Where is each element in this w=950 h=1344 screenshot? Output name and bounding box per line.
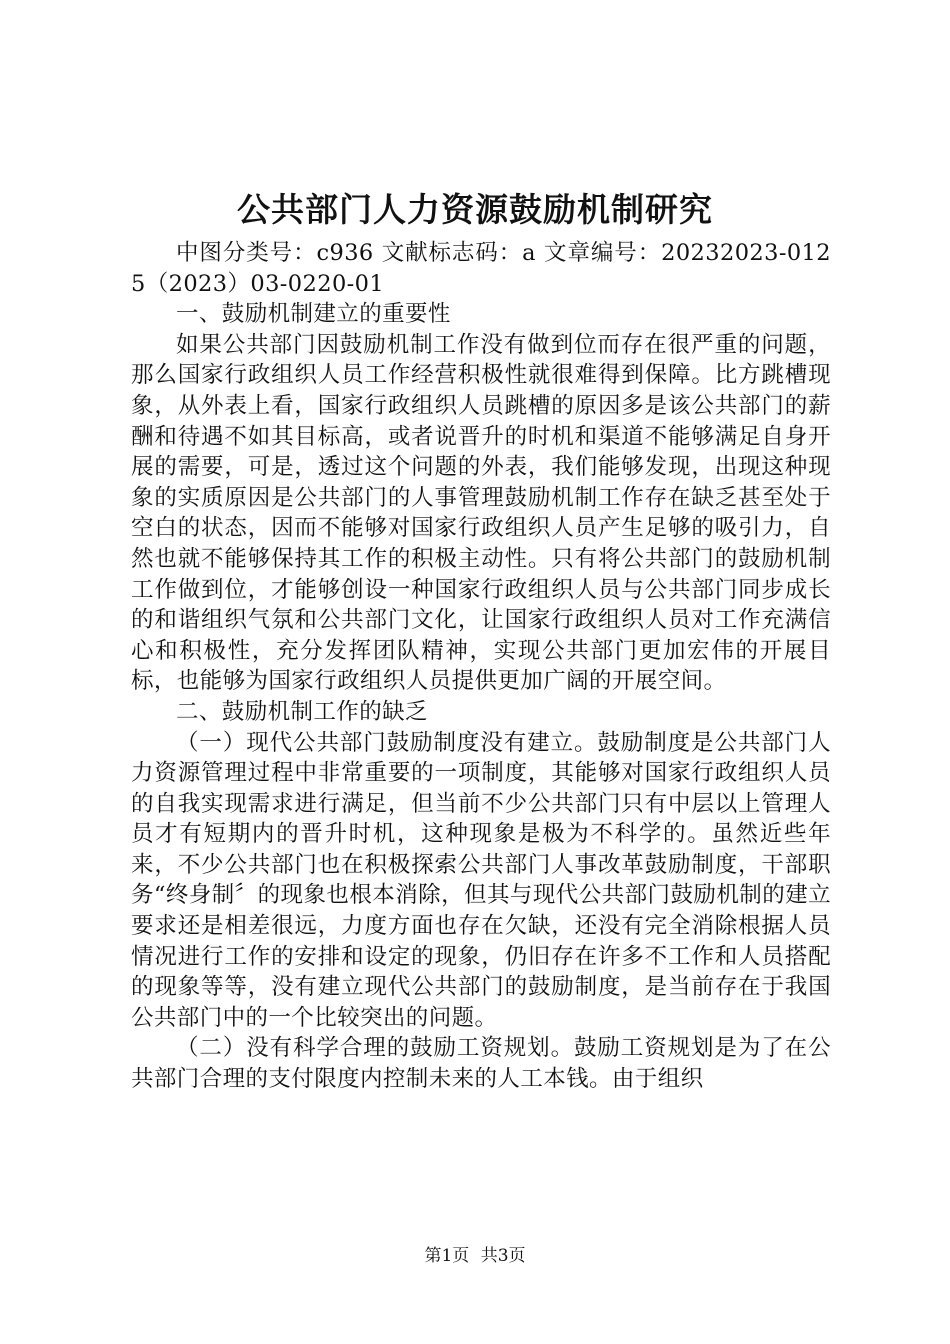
- page-total: 共3页: [480, 1246, 526, 1266]
- classification-line: 中图分类号：c936 文献标志码：a 文章编号：20232023-0125（2023）03-0220-01: [131, 240, 831, 297]
- document-title: 公共部门人力资源鼓励机制研究: [237, 190, 713, 229]
- paragraph-1: 如果公共部门因鼓励机制工作没有做到位而存在很严重的问题，那么国家行政组织人员工作经营积极性就很难得到保障。比方跳槽现象，从外表上看，国家行政组织人员跳槽的原因多是该公共部门的薪酬和待遇不如其目标高，或者说晋升的时机和渠道不能够满足自身开展的需要，可是，透过这个问题的外表，我们能够发现，出现这种现象的实质原因是公共部门的人事管理鼓励机制工作存在缺乏甚至处于空白的状态，因而不能够对国家行政组织人员产生足够的吸引力，自然也就不能够保持其工作的积极主动性。只有将公共部门的鼓励机制工作做到位，才能够创设一种国家行政组织人员与公共部门同步成长的和谐组织气氛和公共部门文化，让国家行政组织人员对工作充满信心和积极性，充分发挥团队精神，实现公共部门更加宏伟的开展目标，也能够为国家行政组织人员提供更加广阔的开展空间。: [131, 331, 831, 695]
- paragraph-3: （二）没有科学合理的鼓励工资规划。鼓励工资规划是为了在公共部门合理的支付限度内控制未来的人工本钱。由于组织: [131, 1035, 831, 1093]
- document-body: [131, 238, 831, 1095]
- paragraph-2: （一）现代公共部门鼓励制度没有建立。鼓励制度是公共部门人力资源管理过程中非常重要的一项制度，其能够对国家行政组织人员的自我实现需求进行满足，但当前不少公共部门只有中层以上管理人员才有短期内的晋升时机，这种现象是极为不科学的。虽然近些年来，不少公共部门也在积极探索公共部门人事改革鼓励制度，干部职务“终身制〞的现象也根本消除，但其与现代公共部门鼓励机制的建立要求还是相差很远，力度方面也存在欠缺，还没有完全消除根据人员情况进行工作的安排和设定的现象，仍旧存在许多不工作和人员搭配的现象等等，没有建立现代公共部门的鼓励制度，是当前存在于我国公共部门中的一个比较突出的问题。: [131, 729, 831, 1031]
- section-heading-2: 二、鼓励机制工作的缺乏: [176, 698, 428, 725]
- section-heading-1: 一、鼓励机制建立的重要性: [176, 301, 451, 328]
- page-number: 第1页: [424, 1246, 470, 1266]
- page-footer: [0, 1244, 950, 1268]
